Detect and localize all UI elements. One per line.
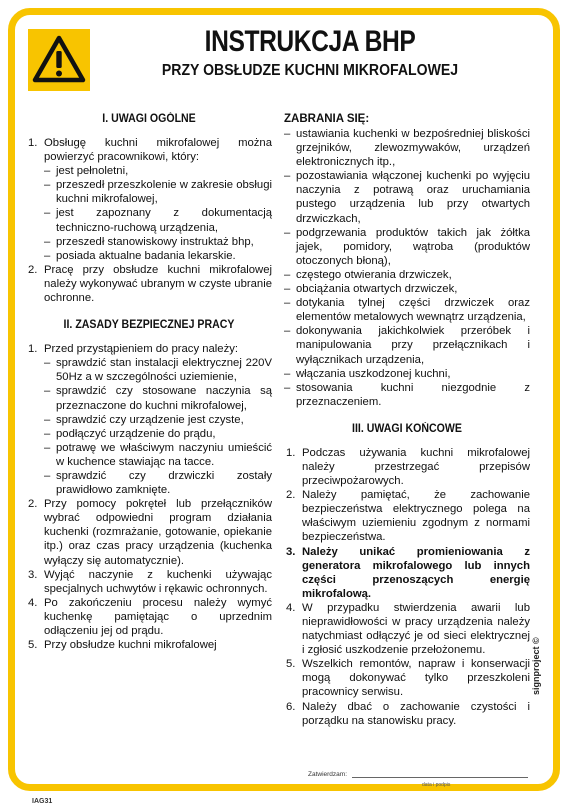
section1-heading: I. UWAGI OGÓLNE: [102, 113, 196, 125]
warning-badge: [28, 29, 90, 91]
item-text: Obsługę kuchni mikrofalowej można powierzyć pracownikowi, który:: [44, 137, 272, 164]
list-item: [284, 488, 530, 544]
sub-list: [44, 164, 272, 263]
sub-item: – przeszedł stanowiskowy instruktaż bhp,: [44, 235, 272, 249]
item-number: 3.: [286, 545, 296, 558]
item-text: Przy pomocy pokręteł lub przełączników wybrać odpowiedni program działania kuchenki (rozmrażanie, gotowanie, opiekanie itp.) oraz czas pracy urządzenia (kuchenka wyłączy się automatycznie).: [44, 498, 272, 567]
item-number: 2.: [286, 489, 296, 502]
list-item: [26, 638, 272, 652]
sub-item: – sprawdzić czy urządzenie jest czyste,: [44, 413, 272, 427]
item-number: 3.: [28, 568, 38, 581]
section3-list: [284, 446, 530, 728]
item-number: 6.: [286, 700, 296, 713]
list-item: [284, 700, 530, 728]
item-text: W przypadku stwierdzenia awarii lub nieprawidłowości w pracy urządzenia należy natychmiast odłączyć je od sieci elektrycznej i zgłosić uszkodzenie przełożonemu.: [302, 601, 530, 657]
section1-list: [26, 136, 272, 305]
section3-heading: III. UWAGI KOŃCOWE: [352, 422, 462, 435]
sub-item: – sprawdzić czy stosowane naczynia są przeznaczone do kuchni mikrofalowej,: [44, 384, 272, 412]
item-number: 1.: [28, 343, 38, 356]
list-item: [284, 446, 530, 488]
forbidden-item: – dokonywania jakichkolwiek przeróbek i manipulowania przy przełącznikach i wyłącznikach urządzenia,: [284, 324, 530, 366]
page-subtitle: PRZY OBSŁUDZE KUCHNI MIKROFALOWEJ: [161, 62, 459, 79]
sub-item: – podłączyć urządzenie do prądu,: [44, 427, 272, 441]
signature-line: [352, 777, 528, 778]
approved-label: Zatwierdzam:: [308, 771, 348, 778]
forbidden-item: – ustawiania kuchenki w bezpośredniej bliskości grzejników, zlewozmywaków, urządzeń elektronicznych itp.,: [284, 127, 530, 169]
brand-label: signproject ©: [531, 637, 541, 695]
sub-list: [44, 356, 272, 497]
forbidden-item: – częstego otwierania drzwiczek,: [284, 268, 530, 282]
forbidden-item: – podgrzewania produktów takich jak żółtka jajek, pomidory, wątroba (produktów otoczonych błoną),: [284, 226, 530, 268]
sub-item: – posiada aktualne badania lekarskie.: [44, 249, 272, 263]
list-item: [26, 568, 272, 596]
item-text: Wyjąć naczynie z kuchenki używając specjalnych uchwytów i rękawic ochronnych.: [44, 568, 272, 595]
forbidden-item: – dotykania tylnej części drzwiczek oraz elementów metalowych wewnątrz urządzenia,: [284, 296, 530, 324]
list-item: [284, 545, 530, 601]
product-code: IAG31: [32, 798, 53, 805]
forbidden-item: – pozostawiania włączonej kuchenki po wyjęciu naczynia z potrawą oraz uruchamiania pustego urządzenia lub przy otwartych drzwiczkach,: [284, 169, 530, 225]
forbidden-item: – włączania uszkodzonej kuchni,: [284, 367, 530, 381]
date-signature-hint: data i podpis: [422, 782, 451, 788]
forbidden-item: – obciążania otwartych drzwiczek,: [284, 282, 530, 296]
forbidden-list: [284, 127, 530, 409]
sub-item: – jest pełnoletni,: [44, 164, 272, 178]
item-number: 2.: [28, 263, 38, 276]
item-number: 2.: [28, 498, 38, 511]
left-column: [26, 112, 272, 652]
item-text: Podczas używania kuchni mikrofalowej należy przestrzegać przepisów przeciwpożarowych.: [302, 446, 530, 488]
list-item: [26, 136, 272, 263]
sub-item: – sprawdzić czy drzwiczki zostały prawidłowo zamknięte.: [44, 469, 272, 497]
forbidden-item: – stosowania kuchni niezgodnie z przeznaczeniem.: [284, 381, 530, 409]
item-text: Należy unikać promieniowania z generatora mikrofalowego lub innych części przenoszących energię mikrofalową.: [302, 545, 530, 600]
forbidden-heading: ZABRANIA SIĘ:: [284, 113, 370, 125]
list-item: [26, 596, 272, 638]
item-number: 1.: [28, 137, 38, 149]
sub-item: – potrawę we właściwym naczyniu umieścić w kuchence stawiając na tacce.: [44, 441, 272, 469]
item-text: Po zakończeniu procesu należy wymyć kuchenkę pamiętając o uprzednim odłączeniu jej od prądu.: [44, 596, 272, 637]
section2-heading: II. ZASADY BEZPIECZNEJ PRACY: [63, 319, 235, 332]
item-text: Wszelkich remontów, napraw i konserwacji mogą dokonywać tylko przeszkoleni pracownicy serwisu.: [302, 658, 530, 699]
list-item: [26, 263, 272, 305]
list-item: [284, 601, 530, 657]
item-text: Pracę przy obsłudze kuchni mikrofalowej należy wykonywać ubranym w czyste ubranie ochronne.: [44, 263, 272, 305]
sub-item: – jest zapoznany z dokumentacją techniczno-ruchową urządzenia,: [44, 206, 272, 234]
item-number: 1.: [286, 446, 296, 459]
item-text: Przed przystąpieniem do pracy należy:: [44, 343, 239, 356]
signature-area: [308, 771, 530, 788]
list-item: [26, 342, 272, 497]
item-number: 5.: [28, 639, 38, 652]
page-title: INSTRUKCJA BHP: [204, 25, 416, 58]
item-text: Należy dbać o zachowanie czystości i porządku na stanowisku pracy.: [302, 700, 530, 727]
warning-triangle-icon: [28, 29, 90, 91]
item-text: Należy pamiętać, że zachowanie bezpieczeństwa elektrycznego polega na właściwym uziemieniu zgodnym z normami bezpieczeństwa.: [302, 489, 530, 544]
item-number: 4.: [28, 596, 38, 609]
item-text: Przy obsłudze kuchni mikrofalowej: [44, 639, 217, 652]
item-number: 5.: [286, 658, 296, 671]
right-column: [284, 112, 530, 728]
list-item: [284, 657, 530, 699]
sub-item: – sprawdzić stan instalacji elektrycznej 220V 50Hz a w szczególności uziemienie,: [44, 356, 272, 384]
sub-item: – przeszedł przeszkolenie w zakresie obsługi kuchni mikrofalowej,: [44, 178, 272, 206]
item-number: 4.: [286, 601, 296, 614]
section2-list: [26, 342, 272, 652]
list-item: [26, 497, 272, 567]
